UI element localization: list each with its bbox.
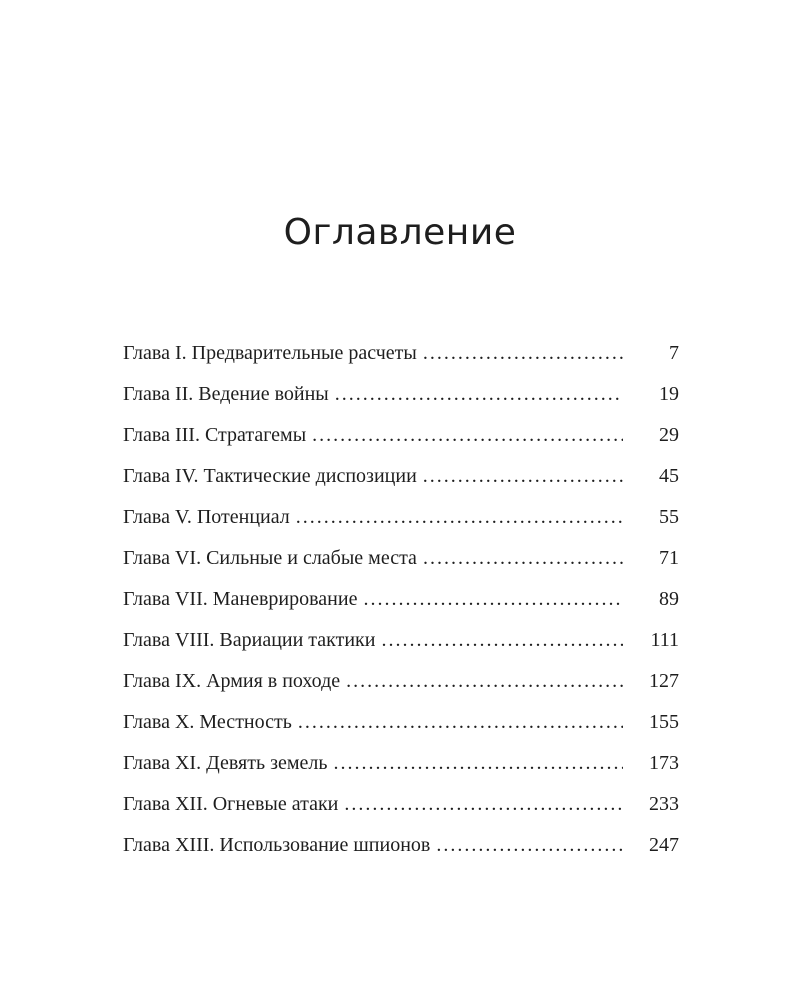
toc-entry: [123, 623, 679, 664]
toc-page-number: 247: [649, 834, 679, 856]
toc-entry: [123, 459, 679, 500]
toc-entry: [123, 705, 679, 746]
toc-page-number: 71: [659, 547, 679, 569]
dot-leader: [363, 582, 623, 616]
dot-leader: [312, 418, 623, 452]
toc-entry-title: Глава I. Предварительные расчеты: [123, 342, 417, 364]
toc-page-number: 111: [650, 629, 679, 651]
toc-entry: [123, 500, 679, 541]
toc-entry: [123, 664, 679, 705]
dot-leader: [346, 664, 623, 698]
dot-leader: [298, 705, 623, 739]
dot-leader: [436, 828, 623, 862]
toc-page-number: 29: [659, 424, 679, 446]
toc-entry-title: Глава XI. Девять земель: [123, 752, 328, 774]
toc-entry-title: Глава X. Местность: [123, 711, 292, 733]
dot-leader: [423, 459, 623, 493]
toc-entry-title: Глава VIII. Вариации тактики: [123, 629, 376, 651]
dot-leader: [423, 541, 623, 575]
toc-entry-title: Глава XIII. Использование шпионов: [123, 834, 431, 856]
toc-page-number: 127: [649, 670, 679, 692]
toc-page-number: 19: [659, 383, 679, 405]
toc-entry: [123, 336, 679, 377]
toc-entry-title: Глава XII. Огневые атаки: [123, 793, 339, 815]
toc-entry-title: Глава VII. Маневрирование: [123, 588, 358, 610]
page-title: Оглавление: [283, 212, 517, 253]
dot-leader: [344, 787, 623, 821]
toc-page-number: 173: [649, 752, 679, 774]
toc-entry: [123, 746, 679, 787]
toc-page-number: 45: [659, 465, 679, 487]
dot-leader: [381, 623, 623, 657]
toc-entry: [123, 828, 679, 869]
toc-page-number: 7: [669, 342, 679, 364]
toc-entry: [123, 787, 679, 828]
dot-leader: [334, 746, 624, 780]
dot-leader: [423, 336, 623, 370]
toc-entry: [123, 582, 679, 623]
toc-page-number: 89: [659, 588, 679, 610]
toc-entry: [123, 418, 679, 459]
toc-entry-title: Глава IX. Армия в походе: [123, 670, 341, 692]
toc-entry-title: Глава IV. Тактические диспозиции: [123, 465, 417, 487]
dot-leader: [335, 377, 623, 411]
toc-entry-title: Глава II. Ведение войны: [123, 383, 329, 405]
toc-entry-title: Глава V. Потенциал: [123, 506, 290, 528]
table-of-contents: [123, 336, 679, 869]
toc-entry-title: Глава VI. Сильные и слабые места: [123, 547, 417, 569]
dot-leader: [296, 500, 623, 534]
toc-entry-title: Глава III. Стратагемы: [123, 424, 307, 446]
toc-page-number: 155: [649, 711, 679, 733]
toc-page-number: 55: [659, 506, 679, 528]
toc-entry: [123, 541, 679, 582]
toc-page-number: 233: [649, 793, 679, 815]
toc-entry: [123, 377, 679, 418]
